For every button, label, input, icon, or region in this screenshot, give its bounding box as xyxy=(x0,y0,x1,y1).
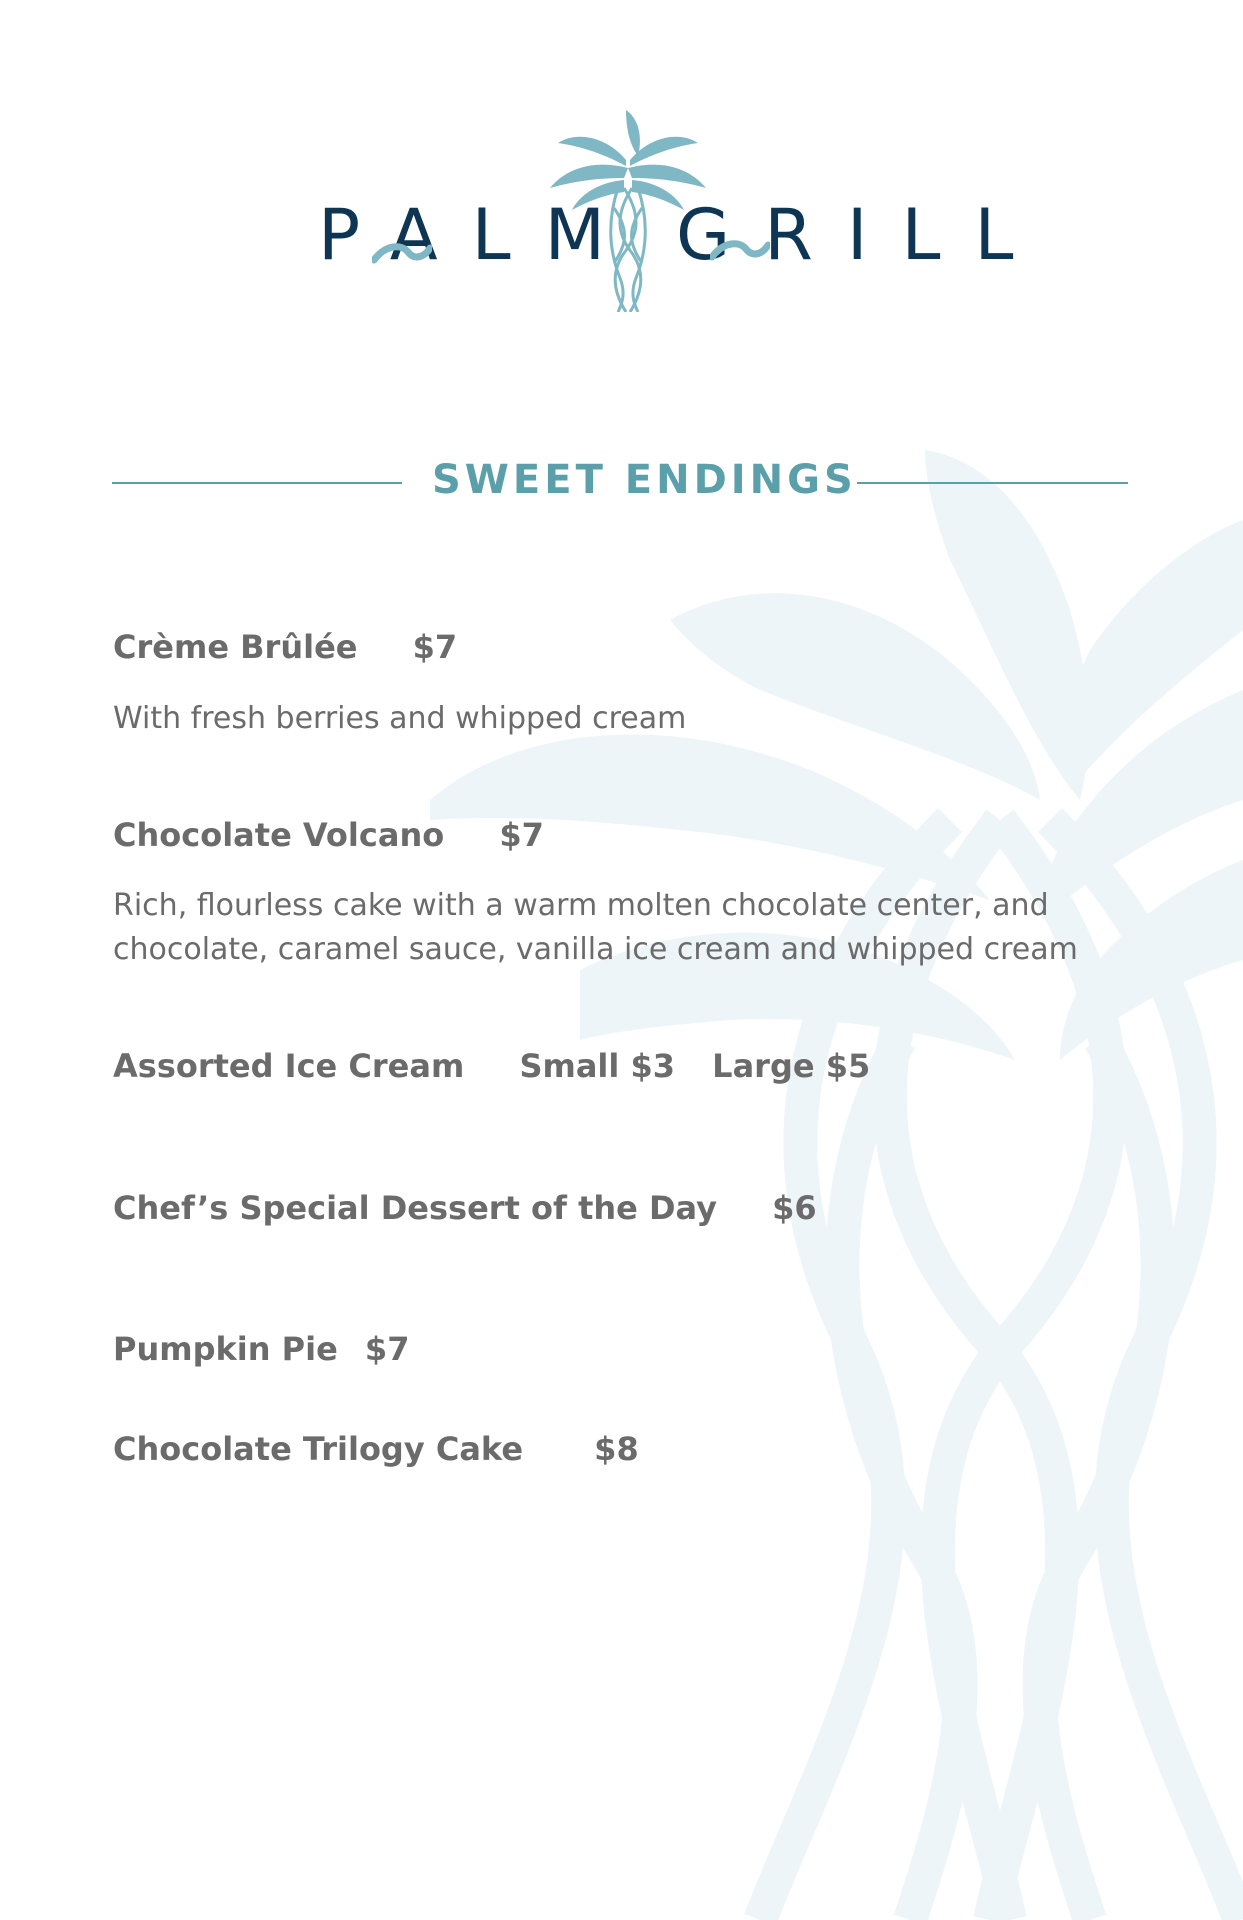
item-price: $6 xyxy=(772,1189,817,1227)
divider-right xyxy=(857,482,1128,484)
section-title: SWEET ENDINGS xyxy=(432,457,857,503)
section-header xyxy=(112,455,1128,505)
item-name: Assorted Ice Cream xyxy=(113,1047,465,1085)
item-description-line: chocolate, caramel sauce, vanilla ice cream and whipped cream xyxy=(113,932,1078,967)
wave-swash-icon xyxy=(372,238,432,268)
item-name: Pumpkin Pie xyxy=(113,1330,338,1368)
logo-word-palm: PALM xyxy=(318,194,640,276)
menu-item-creme-brulee xyxy=(113,628,458,666)
menu-item-chocolate-volcano xyxy=(113,816,544,854)
item-price: $7 xyxy=(499,816,544,854)
item-description: With fresh berries and whipped cream xyxy=(113,701,687,736)
divider-left xyxy=(112,482,402,484)
item-name: Chocolate Trilogy Cake xyxy=(113,1430,524,1468)
item-name: Crème Brûlée xyxy=(113,628,358,666)
menu-item-pumpkin-pie xyxy=(113,1330,410,1368)
item-name: Chocolate Volcano xyxy=(113,816,445,854)
item-price: $7 xyxy=(364,1330,410,1368)
item-price: $8 xyxy=(594,1430,639,1468)
logo-word-grill: GRILL xyxy=(676,194,1048,276)
item-price-large: Large $5 xyxy=(712,1047,871,1085)
palm-tree-icon xyxy=(548,108,708,312)
item-price-small: Small $3 xyxy=(519,1047,676,1085)
item-name: Chef’s Special Dessert of the Day xyxy=(113,1189,718,1227)
menu-item-chocolate-trilogy-cake xyxy=(113,1430,639,1468)
item-description-line: Rich, flourless cake with a warm molten chocolate center, and xyxy=(113,888,1049,923)
menu-item-chefs-special xyxy=(113,1189,817,1227)
item-price: $7 xyxy=(412,628,458,666)
palm-watermark-icon xyxy=(430,440,1243,1920)
wave-swash-icon xyxy=(710,235,770,265)
menu-item-assorted-ice-cream xyxy=(113,1047,871,1085)
